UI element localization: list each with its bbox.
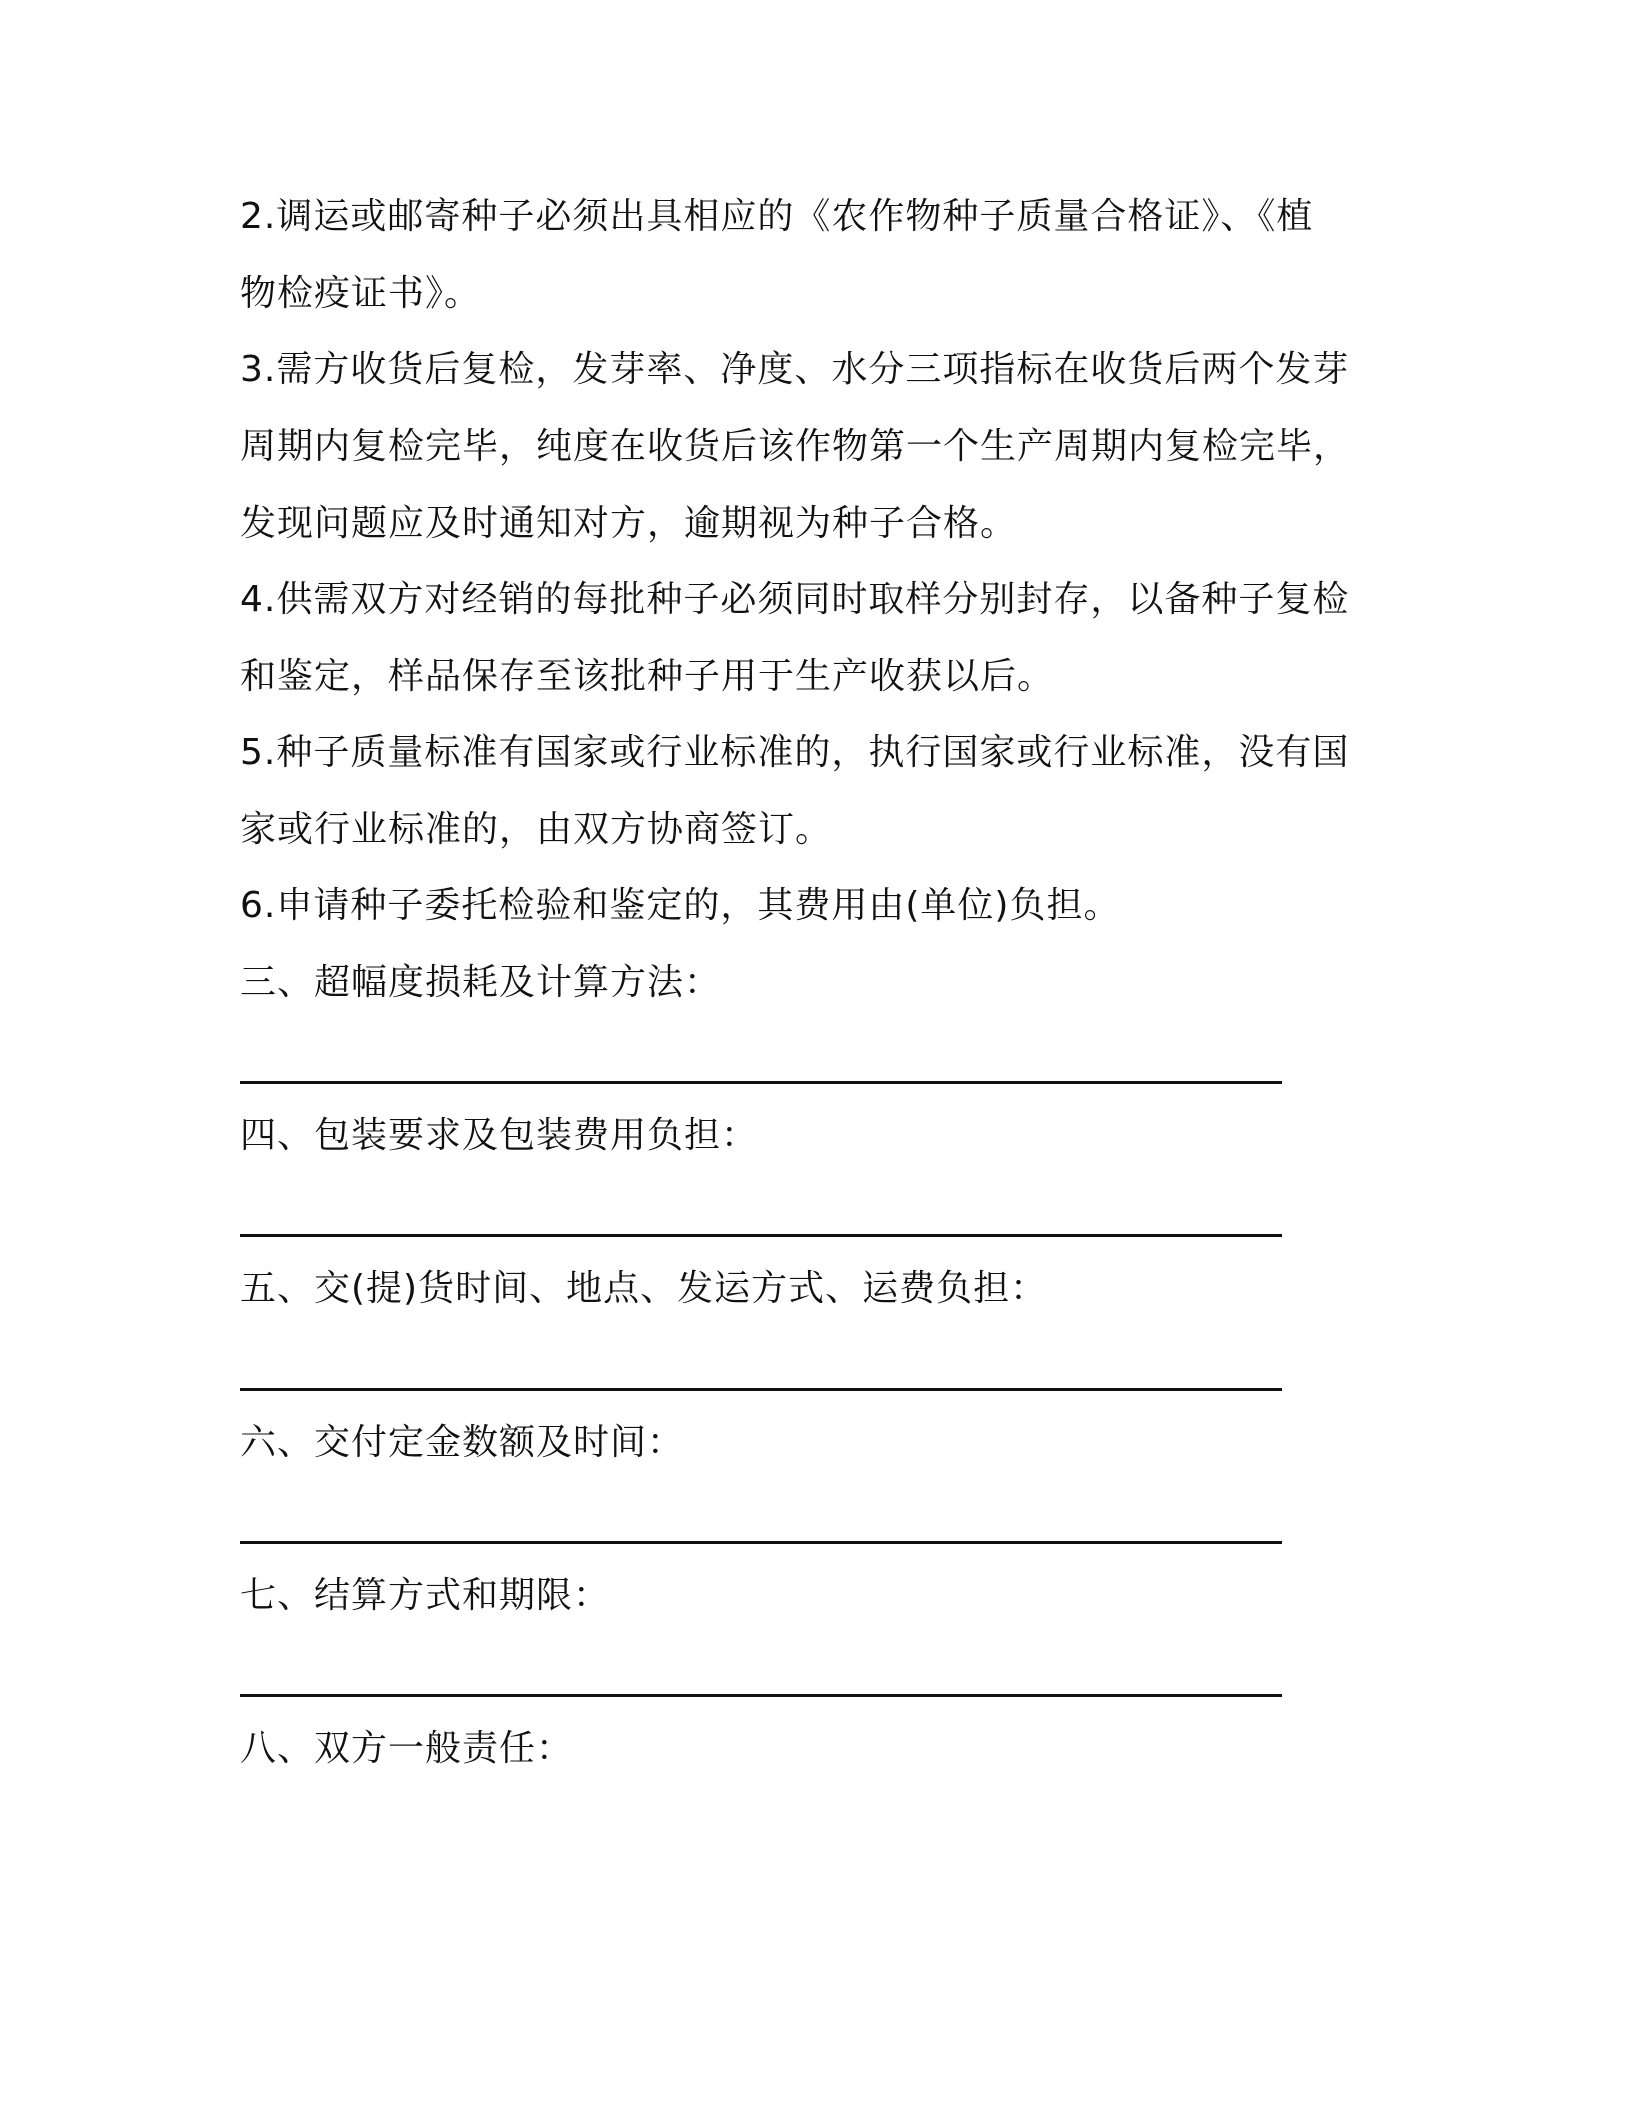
clause-4-line-2: 和鉴定，样品保存至该批种子用于生产收获以后。 (240, 656, 1055, 697)
clause-2-line-1: 2.调运或邮寄种子必须出具相应的《农作物种子质量合格证》、《植 (240, 196, 1314, 237)
clause-5-line-1: 5.种子质量标准有国家或行业标准的，执行国家或行业标准，没有国 (240, 732, 1350, 773)
clause-5-line-2: 家或行业标准的，由双方协商签订。 (240, 809, 833, 850)
section-3-blank-line[interactable] (240, 1081, 1282, 1084)
section-8-heading: 八、双方一般责任： (240, 1728, 574, 1769)
section-4-heading: 四、包装要求及包装费用负担： (240, 1115, 759, 1156)
clause-3-line-3: 发现问题应及时通知对方，逾期视为种子合格。 (240, 503, 1018, 544)
section-6-heading: 六、交付定金数额及时间： (240, 1422, 685, 1463)
section-5-heading: 五、交(提)货时间、地点、发运方式、运费负担： (240, 1268, 1048, 1309)
clause-3-line-1: 3.需方收货后复检，发芽率、净度、水分三项指标在收货后两个发芽 (240, 349, 1350, 390)
section-3-heading: 三、超幅度损耗及计算方法： (240, 962, 722, 1003)
section-7-blank-line[interactable] (240, 1694, 1282, 1697)
clause-3-line-2: 周期内复检完毕，纯度在收货后该作物第一个生产周期内复检完毕， (240, 426, 1351, 467)
section-4-blank-line[interactable] (240, 1234, 1282, 1237)
clause-6-line-1: 6.申请种子委托检验和鉴定的，其费用由(单位)负担。 (240, 885, 1121, 926)
clause-2-line-2: 物检疫证书》。 (240, 273, 482, 314)
section-6-blank-line[interactable] (240, 1541, 1282, 1544)
section-5-blank-line[interactable] (240, 1388, 1282, 1391)
clause-4-line-1: 4.供需双方对经销的每批种子必须同时取样分别封存，以备种子复检 (240, 579, 1350, 620)
section-7-heading: 七、结算方式和期限： (240, 1575, 611, 1616)
